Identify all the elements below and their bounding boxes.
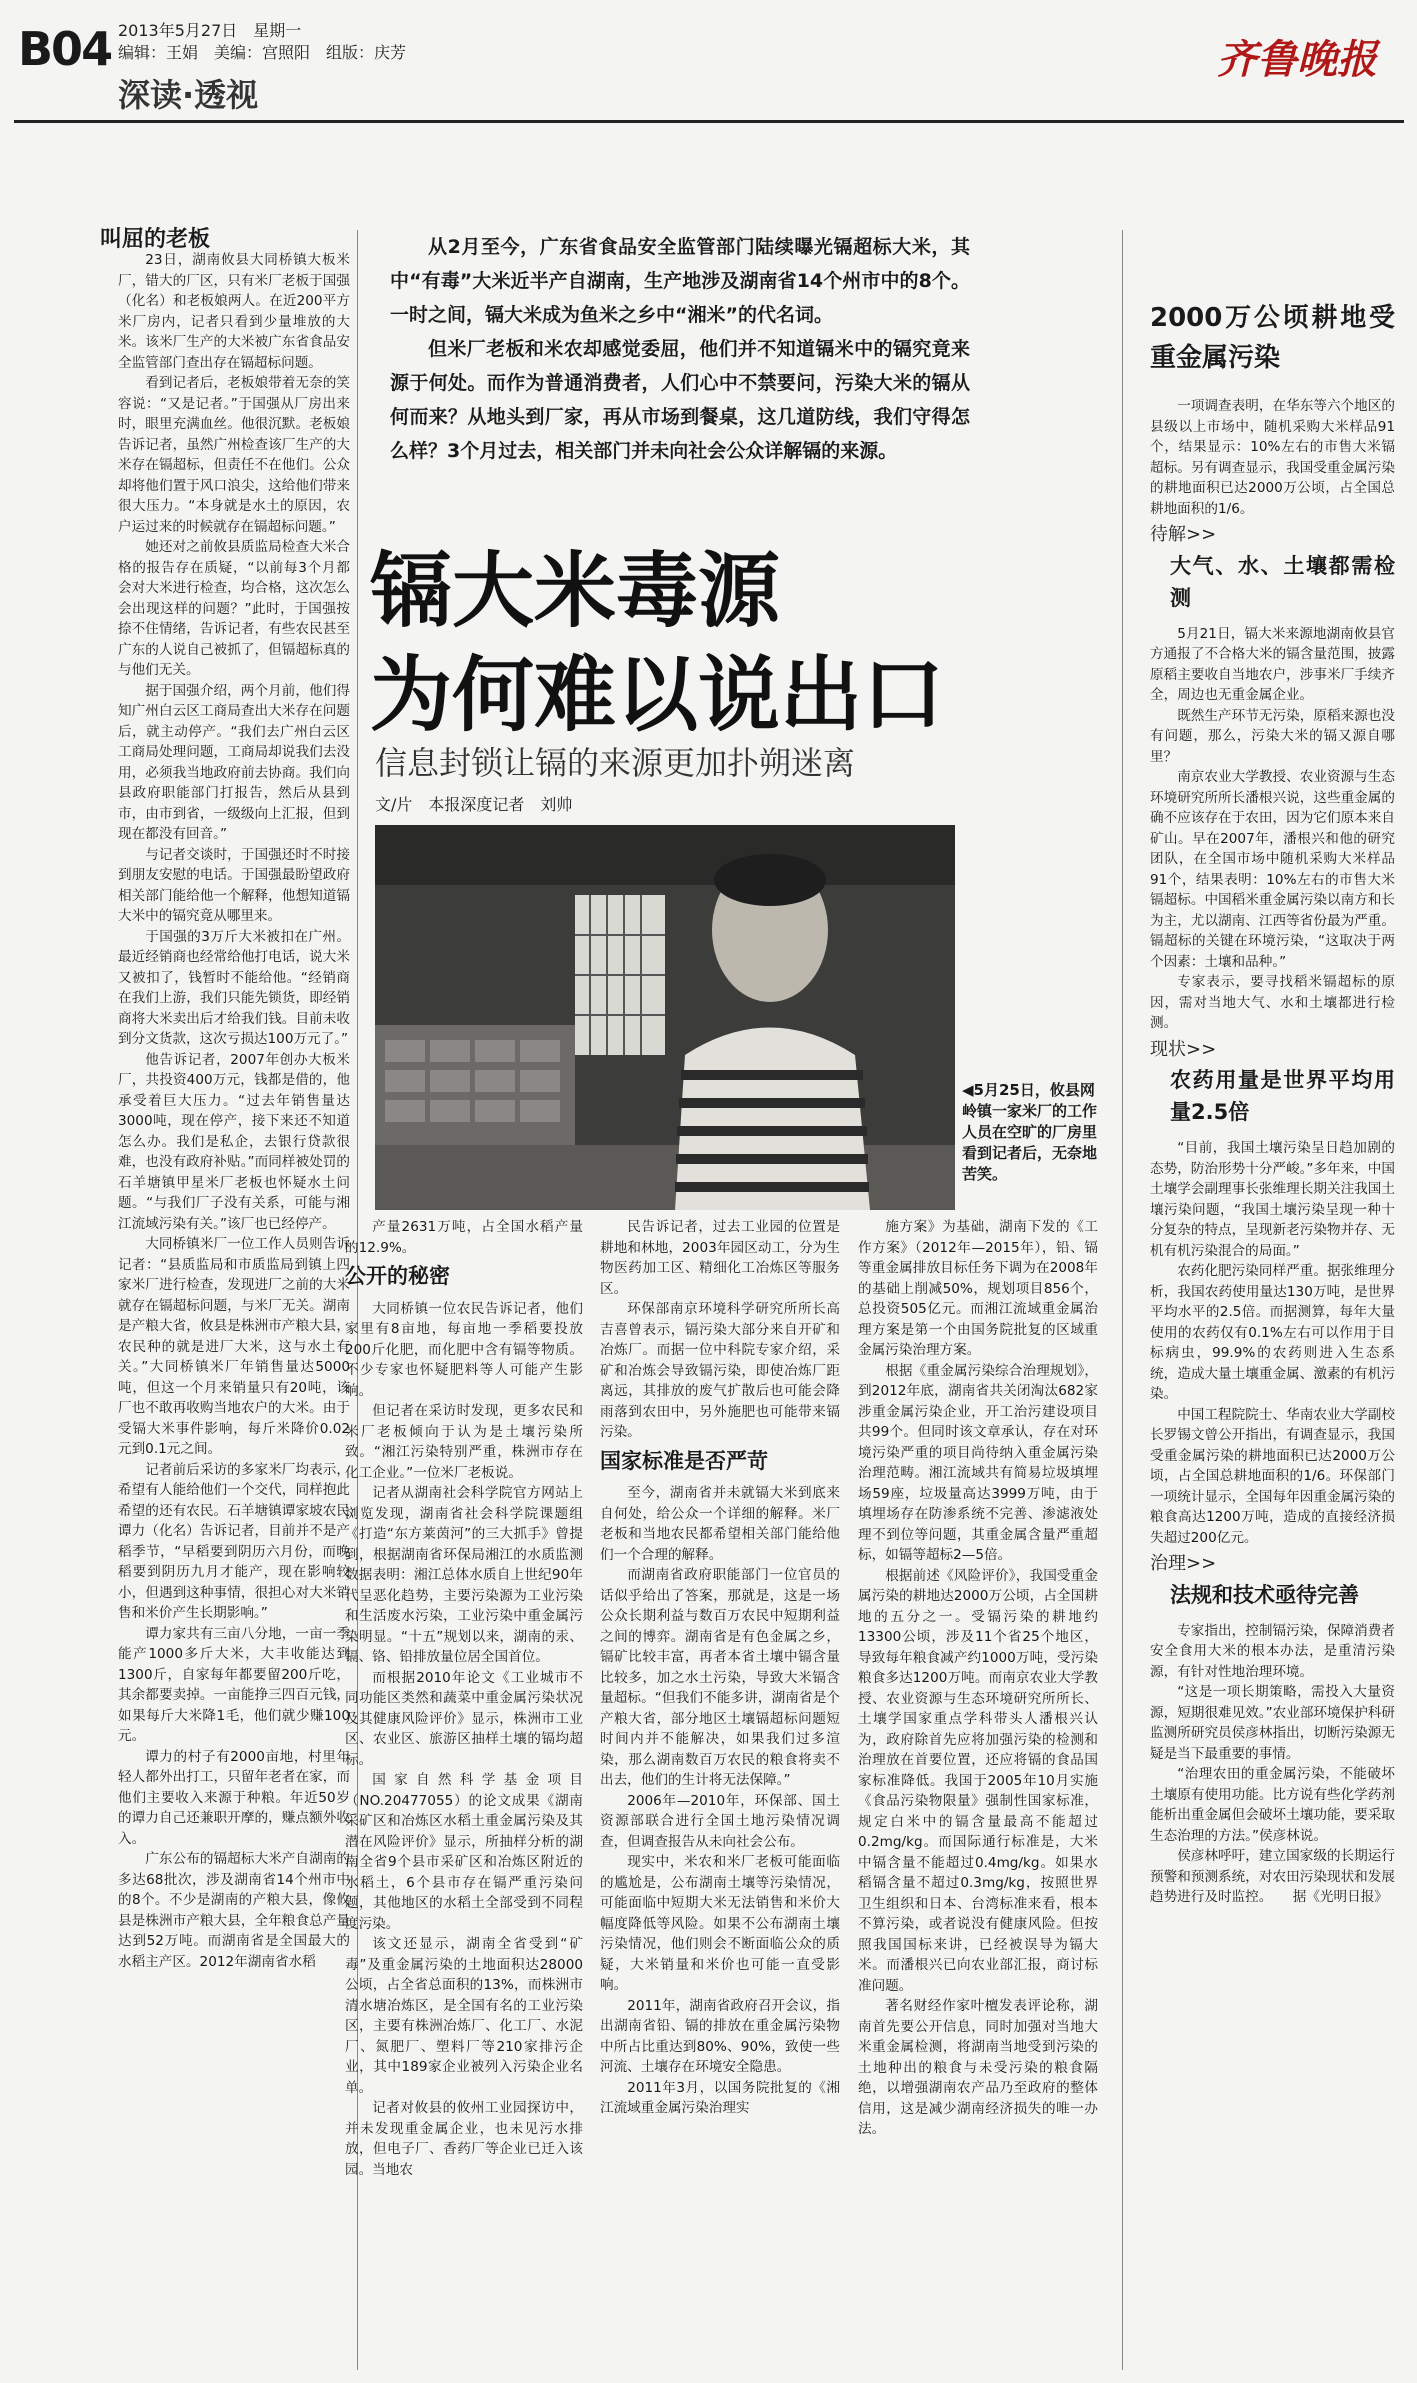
section-heading-national-standard: 国家标准是否严苛	[600, 1448, 768, 1473]
paragraph: 据于国强介绍，两个月前，他们得知广州白云区工商局查出大米存在问题后，就主动停产。“我们去广州白云区工商局处理问题，工商局却说我们去没用，必须我当地政府前去协商。我们向县政府职能部门打报告，然后从县到市，由市到省，一级级向上汇报，但到现在都没有回音。”	[118, 682, 350, 842]
photo-illustration	[375, 825, 955, 1210]
article-photo	[375, 825, 955, 1210]
page-code: B04	[18, 22, 112, 76]
date-line: 2013年5月27日 星期一	[118, 21, 302, 40]
headline-line2: 为何难以说出口	[370, 648, 945, 743]
paragraph: 根据《重金属污染综合治理规划》，到2012年底，湖南省共关闭淘汰682家涉重金属污染企业，开工治污建设项目共99个。但同时该文章承认，存在对环境污染严重的项目尚待纳入重金属污染治理范畴。湘江流域共有简易垃圾填埋场59座，垃圾量高达3999万吨，由于填埋场存在防渗系统不完善、渗滤液处理不到位等问题，其重金属含量严重超标，如镉等超标2—5倍。	[858, 1362, 1098, 1563]
paragraph: 民告诉记者，过去工业园的位置是耕地和林地，2003年园区动工，分为生物医药加工区、精细化工冶炼区等服务区。	[600, 1219, 840, 1297]
paragraph: 记者对攸县的攸州工业园探访中，并未发现重金属企业，也未见污水排放，但电子厂、香药厂等企业已迁入该园。当地农	[345, 2100, 583, 2178]
paragraph: 至今，湖南省并未就镉大米到底来自何处，给公众一个详细的解释。米厂老板和当地农民都希望相关部门能给他们一个合理的解释。	[600, 1485, 840, 1563]
editors-line: 编辑：王娟 美编：宫照阳 组版：庆芳	[118, 43, 407, 62]
subheadline: 信息封锁让镉的来源更加扑朔迷离	[375, 744, 856, 782]
headline-line1: 镉大米毒源	[370, 544, 781, 639]
sidebar-subhead-regulation: 法规和技术亟待完善	[1170, 1582, 1359, 1607]
sidebar-paragraph: “目前，我国土壤污染呈日趋加剧的态势，防治形势十分严峻。”多年来，中国土壤学会副理事长张维理长期关注我国土壤污染问题，“我国土壤污染呈现一种十分复杂的特点，呈现新老污染物并存、无机有机污染混合的局面。”	[1150, 1140, 1395, 1259]
paragraph: 与记者交谈时，于国强还时不时接到朋友安慰的电话。于国强最盼望政府相关部门能给他一个解释，他想知道镉大米中的镉究竟从哪里来。	[118, 846, 350, 924]
header-meta	[118, 20, 406, 64]
paragraph: 著名财经作家叶檀发表评论称，湖南首先要公开信息，同时加强对当地大米重金属检测，将湖南当地受到污染的土地种出的粮食与未受污染的粮食隔绝，以增强湖南农产品乃至政府的整体信用，这是减少湖南经济损失的唯一办法。	[858, 1998, 1098, 2137]
header-rule	[14, 120, 1404, 123]
sidebar-label-status: 现状>>	[1150, 1038, 1217, 1060]
section-heading-complaint: 叫屈的老板	[100, 227, 211, 252]
paragraph: 但记者在采访时发现，更多农民和米厂老板倾向于认为是土壤污染所致。“湘江污染特别严重，株洲市存在化工企业。”一位米厂老板说。	[345, 1403, 583, 1481]
sidebar-divider	[1122, 230, 1123, 2370]
paragraph: 而根据2010年论文《工业城市不同功能区类然和蔬菜中重金属污染状况及其健康风险评价》显示，株洲市工业区、农业区、旅游区抽样土壤的镉均超标。	[345, 1669, 583, 1768]
article-intro	[390, 230, 970, 468]
sidebar-paragraph: 既然生产环节无污染，原稻来源也没有问题，那么，污染大米的镉又源自哪里？	[1150, 707, 1395, 765]
paragraph: 现实中，米农和米厂老板可能面临的尴尬是，公布湖南土壤等污染情况，可能面临中短期大米无法销售和米价大幅度降低等风险。如果不公布湖南土壤污染情况，他们则会不断面临公众的质疑，大米销量和米价也可能一直受影响。	[600, 1854, 840, 1993]
paragraph: 大同桥镇米厂一位工作人员则告诉记者：“县质监局和市质监局到镇上四家米厂进行检查，发现进厂之前的大米就存在镉超标问题，与米厂无关。湖南是产粮大省，攸县是株洲市产粮大县，农民种的就是进厂大米，这与水土有关。”大同桥镇米厂年销售量达5000吨，但这一个月来销量只有20吨，该厂也不敢再收购当地农户的大米。由于受镉大米事件影响，每斤米降价0.02元到0.1元之间。	[118, 1236, 350, 1457]
sidebar-paragraph: “治理农田的重金属污染，不能破坏土壤原有使用功能。比方说有些化学药剂能析出重金属但会破坏土壤功能，要采取生态治理的方法。”侯彦林说。	[1150, 1766, 1395, 1844]
section-title: 深读·透视	[118, 76, 259, 114]
paragraph: 产量2631万吨，占全国水稻产量的12.9%。	[345, 1219, 583, 1256]
sidebar-subhead-pesticide: 农药用量是世界平均用量2.5倍	[1170, 1068, 1395, 1124]
sidebar-title: 2000万公顷耕地受重金属污染	[1150, 303, 1395, 373]
paragraph: 大同桥镇一位农民告诉记者，他们家里有8亩地，每亩地一季稻要投放200斤化肥，而化肥中含有镉等物质。不少专家也怀疑肥料等人可能产生影响。	[345, 1300, 583, 1399]
paragraph: 国家自然科学基金项目（NO.20477055）的论文成果《湖南采矿区和冶炼区水稻土重金属污染及其潜在风险评价》显示，所抽样分析的湖南全省9个县市采矿区和冶炼区附近的水稻土，6个县市存在镉严重污染问题，其他地区的水稻土全部受到不同程度污染。	[345, 1772, 583, 1932]
photo-caption: ◀5月25日，攸县网岭镇一家米厂的工作人员在空旷的厂房里看到记者后，无奈地苦笑。	[962, 1081, 1098, 1183]
article-column-2	[345, 1217, 583, 2180]
paragraph: 记者从湖南社会科学院官方网站上浏览发现，湖南省社会科学院课题组《打造“东方莱茵河”的三大抓手》曾提到，根据湖南省环保局湘江的水质监测数据表明：湘江总体水质自上世纪90年代呈恶化趋势，主要污染源为工业污染和生活废水污染，工业污染中重金属污染明显。“十五”规划以来，湖南的汞、镉、铬、铅排放量位居全国首位。	[345, 1485, 583, 1665]
sidebar-subhead-detection: 大气、水、土壤都需检测	[1170, 553, 1395, 610]
article-column-4	[858, 1217, 1098, 2140]
paragraph: 而湖南省政府职能部门一位官员的话似乎给出了答案，那就是，这是一场公众长期利益与数百万农民中短期利益之间的博弈。湖南省是有色金属之乡，镉矿比较丰富，再者本省土壤中镉含量比较多，加之水土污染，导致大米镉含量超标。“但我们不能多讲，湖南省是个产粮大省，部分地区土壤镉超标问题短时间内并不能解决，如果我们过多渲染，那么湖南数百万农民的粮食将卖不出去，他们的生计将无法保障。”	[600, 1567, 840, 1788]
paragraph: 谭力的村子有2000亩地，村里年轻人都外出打工，只留年老者在家，而他们主要收入来源于种粮。年近50岁的谭力自己还兼职开摩的，赚点额外收入。	[118, 1748, 350, 1847]
paragraph: 2011年，湖南省政府召开会议，指出湖南省铅、镉的排放在重金属污染物中所占比重达到80%、90%，致使一些河流、土壤存在环境安全隐患。	[600, 1997, 840, 2075]
sidebar-paragraph: 南京农业大学教授、农业资源与生态环境研究所所长潘根兴说，这些重金属的确不应该存在于农田，因为它们原本来自矿山。早在2007年，潘根兴和他的研究团队，在全国市场中随机采购大米样品91个，结果表明：10%左右的市售大米镉超标。中国稻米重金属污染以南方和长为主，尤以湖南、江西等省份最为严重。镉超标的关键在环境污染，“这取决于两个因素：土壤和品种。”	[1150, 769, 1395, 970]
paragraph: 根据前述《风险评价》，我国受重金属污染的耕地达2000万公顷，占全国耕地的五分之一。受镉污染的耕地约13300公顷，涉及11个省25个地区，导致每年粮食减产约1000万吨，受污染粮食多达1200万吨。而南京农业大学教授、农业资源与生态环境研究所所长、土壤学国家重点学科带头人潘根兴认为，政府除首先应将加强污染的检测和治理放在首要位置，还应将镉的食品国家标准降低。我国于2005年10月实施《食品污染物限量》强制性国家标准，规定白米中的镉含量最高不能超过0.2mg/kg。而国际通行标准是，大米中镉含量不能超过0.4mg/kg。如果水稻镉含量不超过0.3mg/kg，按照世界卫生组织和日本、台湾标准来看，根本不算污染，或者说没有健康风险。但按照我国国标来讲，已经被误导为镉大米。而潘根兴已向农业部汇报，商讨标准问题。	[858, 1567, 1098, 1994]
sidebar-label-pending: 待解>>	[1150, 524, 1217, 545]
paragraph: 谭力家共有三亩八分地，一亩一季能产1000多斤大米，大丰收能达到1300斤，自家每年都要留200斤吃，其余都要卖掉。一亩能挣三四百元钱，如果每斤大米降1毛，他们就少赚100元。	[118, 1625, 350, 1744]
paragraph: 23日，湖南攸县大同桥镇大板米厂，错大的厂区，只有米厂老板于国强（化名）和老板娘两人。在近200平方米厂房内，记者只看到少量堆放的大米。该米厂生产的大米被广东省食品安全监管部门查出存在镉超标问题。	[118, 252, 350, 371]
intro-paragraph: 但米厂老板和米农却感觉委屈，他们并不知道镉米中的镉究竟来源于何处。而作为普通消费者，人们心中不禁要问，污染大米的镉从何而来？从地头到厂家，再从市场到餐桌，这几道防线，我们守得怎么样？3个月过去，相关部门并未向社会公众详解镉的来源。	[390, 338, 970, 462]
article-column-3	[600, 1217, 840, 2119]
sidebar-paragraph: 5月21日，镉大米来源地湖南攸县官方通报了不合格大米的镉含量范围，披露原稻主要收自当地农户，涉事米厂手续齐全，周边也无重金属企业。	[1150, 625, 1395, 703]
paragraph: 施方案》为基础，湖南下发的《工作方案》（2012年—2015年），铅、镉等重金属排放目标任务下调为在2008年的基础上削减50%，规划项目856个，总投资505亿元。而湘江流域重金属治理方案是第一个由国务院批复的区域重金属污染治理方案。	[858, 1219, 1098, 1358]
article-column-1	[118, 250, 350, 1972]
paragraph: 环保部南京环境科学研究所所长高吉喜曾表示，镉污染大部分来自开矿和冶炼厂。而据一位中科院专家介绍，采矿和冶炼会导致镉污染，即使冶炼厂距离远，其排放的废气扩散后也可能会降雨落到农田中，另外施肥也可能带来镉污染。	[600, 1301, 840, 1440]
paragraph: 看到记者后，老板娘带着无奈的笑容说：“又是记者。”于国强从厂房出来时，眼里充满血丝。他很沉默。老板娘告诉记者，虽然广州检查该厂生产的大米存在镉超标，但责任不在他们。公众却将他们置于风口浪尖，这给他们带来很大压力。“本身就是水土的原因，农户运过来的时候就存在镉超标问题。”	[118, 375, 350, 535]
sidebar-paragraph: 专家指出，控制镉污染，保障消费者安全食用大米的根本办法，是重清污染源，有针对性地治理环境。	[1150, 1622, 1395, 1680]
masthead-logo: 齐鲁晚报	[1217, 36, 1377, 83]
paragraph: 2006年—2010年，环保部、国土资源部联合进行全国土地污染情况调查，但调查报告从未向社会公布。	[600, 1792, 840, 1850]
sidebar-paragraph: 中国工程院院士、华南农业大学副校长罗锡文曾公开指出，有调查显示，我国受重金属污染的耕地面积已达2000万公顷，占全国总耕地面积的1/6。环保部门一项统计显示，全国每年因重金属污染的粮食高达1200万吨，造成的直接经济损失超过200亿元。	[1150, 1406, 1395, 1546]
paragraph: 记者前后采访的多家米厂均表示，希望有人能给他们一个交代，同样抱此希望的还有农民。石羊塘镇谭家坡农民谭力（化名）告诉记者，目前并不是产稻季节，“早稻要到阴历六月份，而晚稻要到阴历九月才能产，现在影响较小，但遇到这种事情，很担心对大米销售和米价产生长期影响。”	[118, 1461, 350, 1621]
sidebar-label-governance: 治理>>	[1150, 1553, 1217, 1574]
sidebar-paragraph: “这是一项长期策略，需投入大量资源，短期很难见效。”农业部环境保护科研监测所研究员侯彦林指出，切断污染源无疑是当下最重要的事情。	[1150, 1684, 1395, 1762]
headline	[370, 540, 1070, 748]
paragraph: 该文还显示，湖南全省受到“矿毒”及重金属污染的土地面积达28000公顷，占全省总面积的13%，而株洲市清水塘冶炼区，是全国有名的工业污染区，主要有株洲冶炼厂、化工厂、水泥厂、氮肥厂、塑料厂等210家排污企业，其中189家企业被列入污染企业名单。	[345, 1936, 583, 2096]
section-heading-open-secret: 公开的秘密	[345, 1264, 450, 1288]
paragraph: 他告诉记者，2007年创办大板米厂，共投资400万元，钱都是借的，他承受着巨大压力。“过去年销售量达3000吨，现在停产，接下来还不知道怎么办。我们是私企，去银行贷款很难，也没有政府补贴。”而同样被处罚的石羊塘镇甲星米厂老板也怀疑水土问题。“与我们厂子没有关系，可能与湘江流域污染有关。”该厂也已经停产。	[118, 1051, 350, 1232]
intro-paragraph: 从2月至今，广东省食品安全监管部门陆续曝光镉超标大米，其中“有毒”大米近半产自湖南，生产地涉及湖南省14个州市中的8个。一时之间，镉大米成为鱼米之乡中“湘米”的代名词。	[390, 236, 970, 326]
sidebar-paragraph: 一项调查表明，在华东等六个地区的县级以上市场中，随机采购大米样品91个，结果显示：10%左右的市售大米镉超标。另有调查显示，我国受重金属污染的耕地面积已达2000万公顷，占全国总耕地面积的1/6。	[1150, 398, 1395, 517]
sidebar-paragraph: 农药化肥污染同样严重。据张维理分析，我国农药使用量达130万吨，是世界平均水平的2.5倍。而据测算，每年大量使用的农药仅有0.1%左右可以作用于目标病虫，99.9%的农药则进入生态系统，造成大量土壤重金属、激素的有机污染。	[1150, 1263, 1395, 1402]
sidebar-paragraph: 专家表示，要寻找稻米镉超标的原因，需对当地大气、水和土壤都进行检测。	[1150, 974, 1395, 1031]
paragraph: 广东公布的镉超标大米产自湖南的多达68批次，涉及湖南省14个州市中的8个。不少是湖南的产粮大县，像攸县是株洲市产粮大县，全年粮食总产量达到52万吨。而湖南省是全国最大的水稻主产区。2012年湖南省水稻	[118, 1851, 350, 1970]
paragraph: 2011年3月，以国务院批复的《湘江流域重金属污染治理实	[600, 2079, 840, 2116]
sidebar-paragraph: 侯彦林呼吁，建立国家级的长期运行预警和预测系统，对农田污染现状和发展趋势进行及时监控。 据《光明日报》	[1150, 1848, 1395, 1905]
byline: 文/片 本报深度记者 刘帅	[375, 795, 573, 814]
sidebar	[1150, 298, 1395, 1908]
paragraph: 她还对之前攸县质监局检查大米合格的报告存在质疑，“以前每3个月都会对大米进行检查，均合格，这次怎么会出现这样的问题？”此时，于国强按捺不住情绪，告诉记者，有些农民甚至广东的人说自己被抓了，但镉超标真的与他们无关。	[118, 539, 350, 678]
paragraph: 于国强的3万斤大米被扣在广州。最近经销商也经常给他打电话，说大米又被扣了，钱暂时不能给他。“经销商在我们上游，我们只能先锁货，即经销商将大米卖出后才给我们钱。目前未收到分文货款，这次亏损达100万元了。”	[118, 928, 350, 1047]
